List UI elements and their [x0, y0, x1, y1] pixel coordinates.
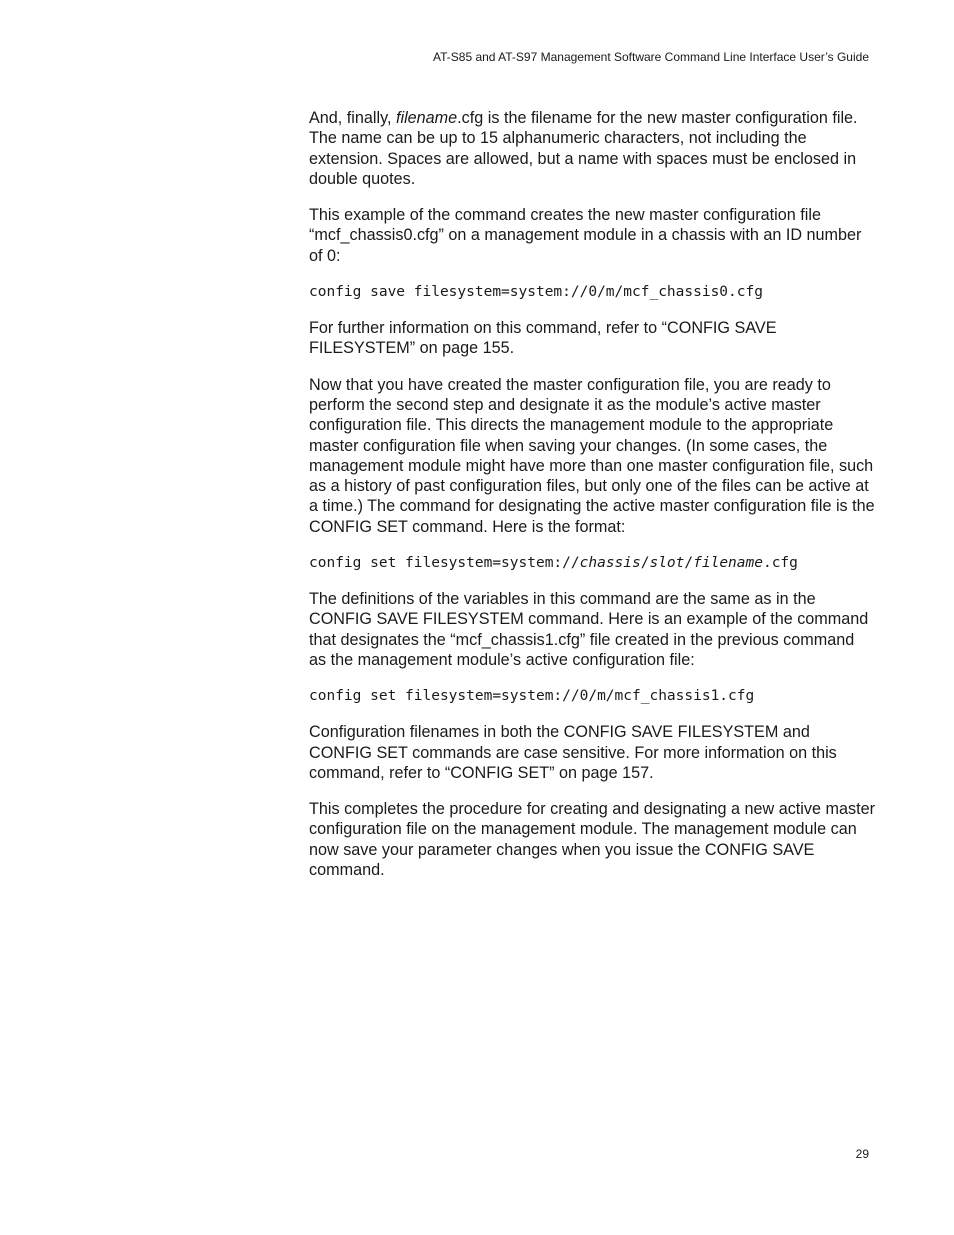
code-example-config-save: config save filesystem=system://0/m/mcf_chassis0.cfg [309, 284, 763, 301]
paragraph-procedure-complete: This completes the procedure for creating and designating a new active master configuration file on the management module. The management module can now save your parameter changes when you issue the CONFIG SAVE command. [309, 800, 875, 880]
variable-filename: filename [693, 555, 763, 572]
code-suffix: .cfg [762, 555, 798, 572]
running-header: AT-S85 and AT-S97 Management Software Command Line Interface User’s Guide [432, 50, 869, 64]
paragraph-example-intro: This example of the command creates the new master configuration file “mcf_chassis0.cfg” on a management module in a chassis with an ID number of 0: [309, 206, 862, 265]
variable-slot: slot [649, 555, 685, 572]
paragraph-variable-definitions: The definitions of the variables in this command are the same as in the CONFIG SAVE FILESYSTEM command. Here is an example of the command that designates the “mcf_chassis1.cfg” file created in the previous command as the management module’s active configuration file: [309, 590, 869, 669]
code-format-config-set [309, 553, 875, 573]
paragraph-lead: And, finally, [309, 109, 396, 127]
paragraph-second-step: Now that you have created the master configuration file, you are ready to perform the second step and designate it as the module’s active master configuration file. This directs the management module to the appropriate master configuration file when saving your changes. (In some cases, the management module might have more than one master configuration file, such as a history of past configuration files, but only one of the files can be active at a time.) The command for designating the active master configuration file is the CONFIG SET command. Here is the format: [309, 375, 875, 536]
code-separator: / [684, 555, 694, 572]
paragraph-filename-definition [309, 108, 875, 189]
paragraph-case-sensitivity: Configuration filenames in both the CONFIG SAVE FILESYSTEM and CONFIG SET commands are case sensitive. For more information on this command, refer to “CONFIG SET” on page 157. [309, 723, 837, 782]
body-text [309, 108, 875, 896]
code-example-config-set: config set filesystem=system://0/m/mcf_chassis1.cfg [309, 688, 755, 705]
variable-filename: filename [395, 109, 458, 127]
code-prefix: config set filesystem=system:// [309, 555, 580, 572]
page-number: 29 [855, 1147, 869, 1161]
variable-chassis: chassis [579, 555, 641, 572]
paragraph-rest: .cfg is the filename for the new master configuration file. The name can be up to 15 alphanumeric characters, not including the extension. Spaces are allowed, but a name with spaces must be enclosed in double quotes. [309, 109, 858, 188]
code-separator: / [640, 555, 650, 572]
paragraph-cross-reference-config-save: For further information on this command, refer to “CONFIG SAVE FILESYSTEM” on page 155. [309, 319, 777, 358]
